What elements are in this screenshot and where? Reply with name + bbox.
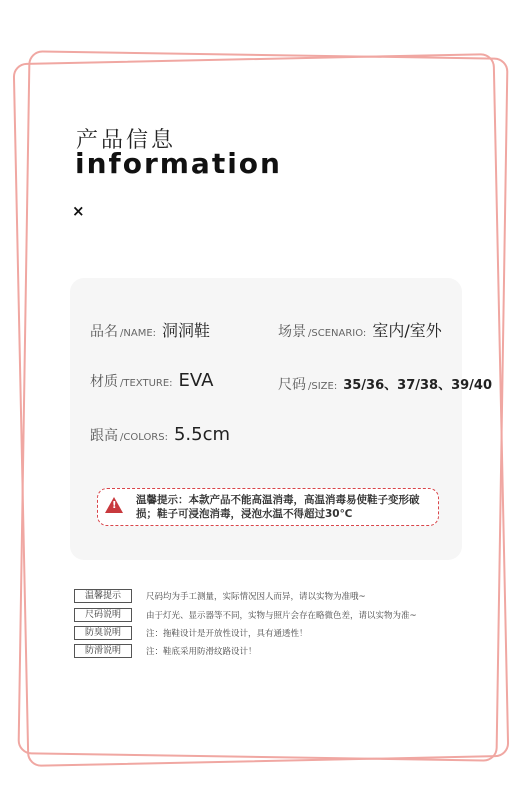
note-tag: 尺码说明 [74, 608, 132, 622]
field-material-value: EVA [178, 370, 214, 391]
note-row [74, 585, 366, 604]
field-heel-label: 跟高 [90, 428, 118, 444]
page-title-cn: 产品信息 [76, 128, 177, 153]
field-name-label: 品名 [90, 324, 118, 340]
field-name [90, 318, 210, 341]
note-text: 注：鞋底采用防滑纹路设计！ [146, 646, 257, 657]
field-name-value: 洞洞鞋 [162, 321, 211, 340]
field-size [278, 374, 492, 394]
warning-text: 温馨提示：本款产品不能高温消毒，高温消毒易使鞋子变形破损；鞋子可浸泡消毒，浸泡水温不得超过30℃ [136, 494, 420, 520]
note-text: 由于灯光、显示器等不同，实物与照片会存在略微色差，请以实物为准~ [146, 610, 417, 621]
warning-exclamation-icon: ! [112, 500, 117, 511]
note-tag: 温馨提示 [74, 589, 132, 603]
field-size-label: 尺码 [278, 377, 306, 393]
field-heel-height [90, 424, 230, 445]
field-material-label: 材质 [90, 374, 118, 390]
field-material-label-en: /TEXTURE: [120, 378, 173, 389]
warning-box [97, 488, 439, 526]
note-tag: 防滑说明 [74, 644, 132, 658]
field-scenario-label: 场景 [278, 324, 306, 340]
note-row [74, 640, 257, 659]
field-size-label-en: /SIZE: [308, 381, 338, 392]
field-scenario-label-en: /SCENARIO: [308, 328, 367, 339]
note-text: 注：拖鞋设计是开放性设计，具有通透性！ [146, 628, 308, 639]
note-tag: 防臭说明 [74, 626, 132, 640]
field-size-value: 35/36、37/38、39/40 [343, 378, 493, 393]
page-title-en: information [75, 147, 282, 180]
field-scenario-value: 室内/室外 [372, 321, 442, 340]
close-icon[interactable]: × [72, 202, 85, 220]
field-scenario [278, 318, 442, 341]
field-material [90, 370, 213, 391]
note-row [74, 622, 308, 641]
note-row [74, 604, 417, 623]
field-heel-label-en: /COLORS: [120, 432, 168, 443]
field-heel-value: 5.5cm [173, 424, 231, 445]
field-name-label-en: /NAME: [120, 328, 157, 339]
note-text: 尺码均为手工测量，实际情况因人而异，请以实物为准哦~ [146, 591, 366, 602]
